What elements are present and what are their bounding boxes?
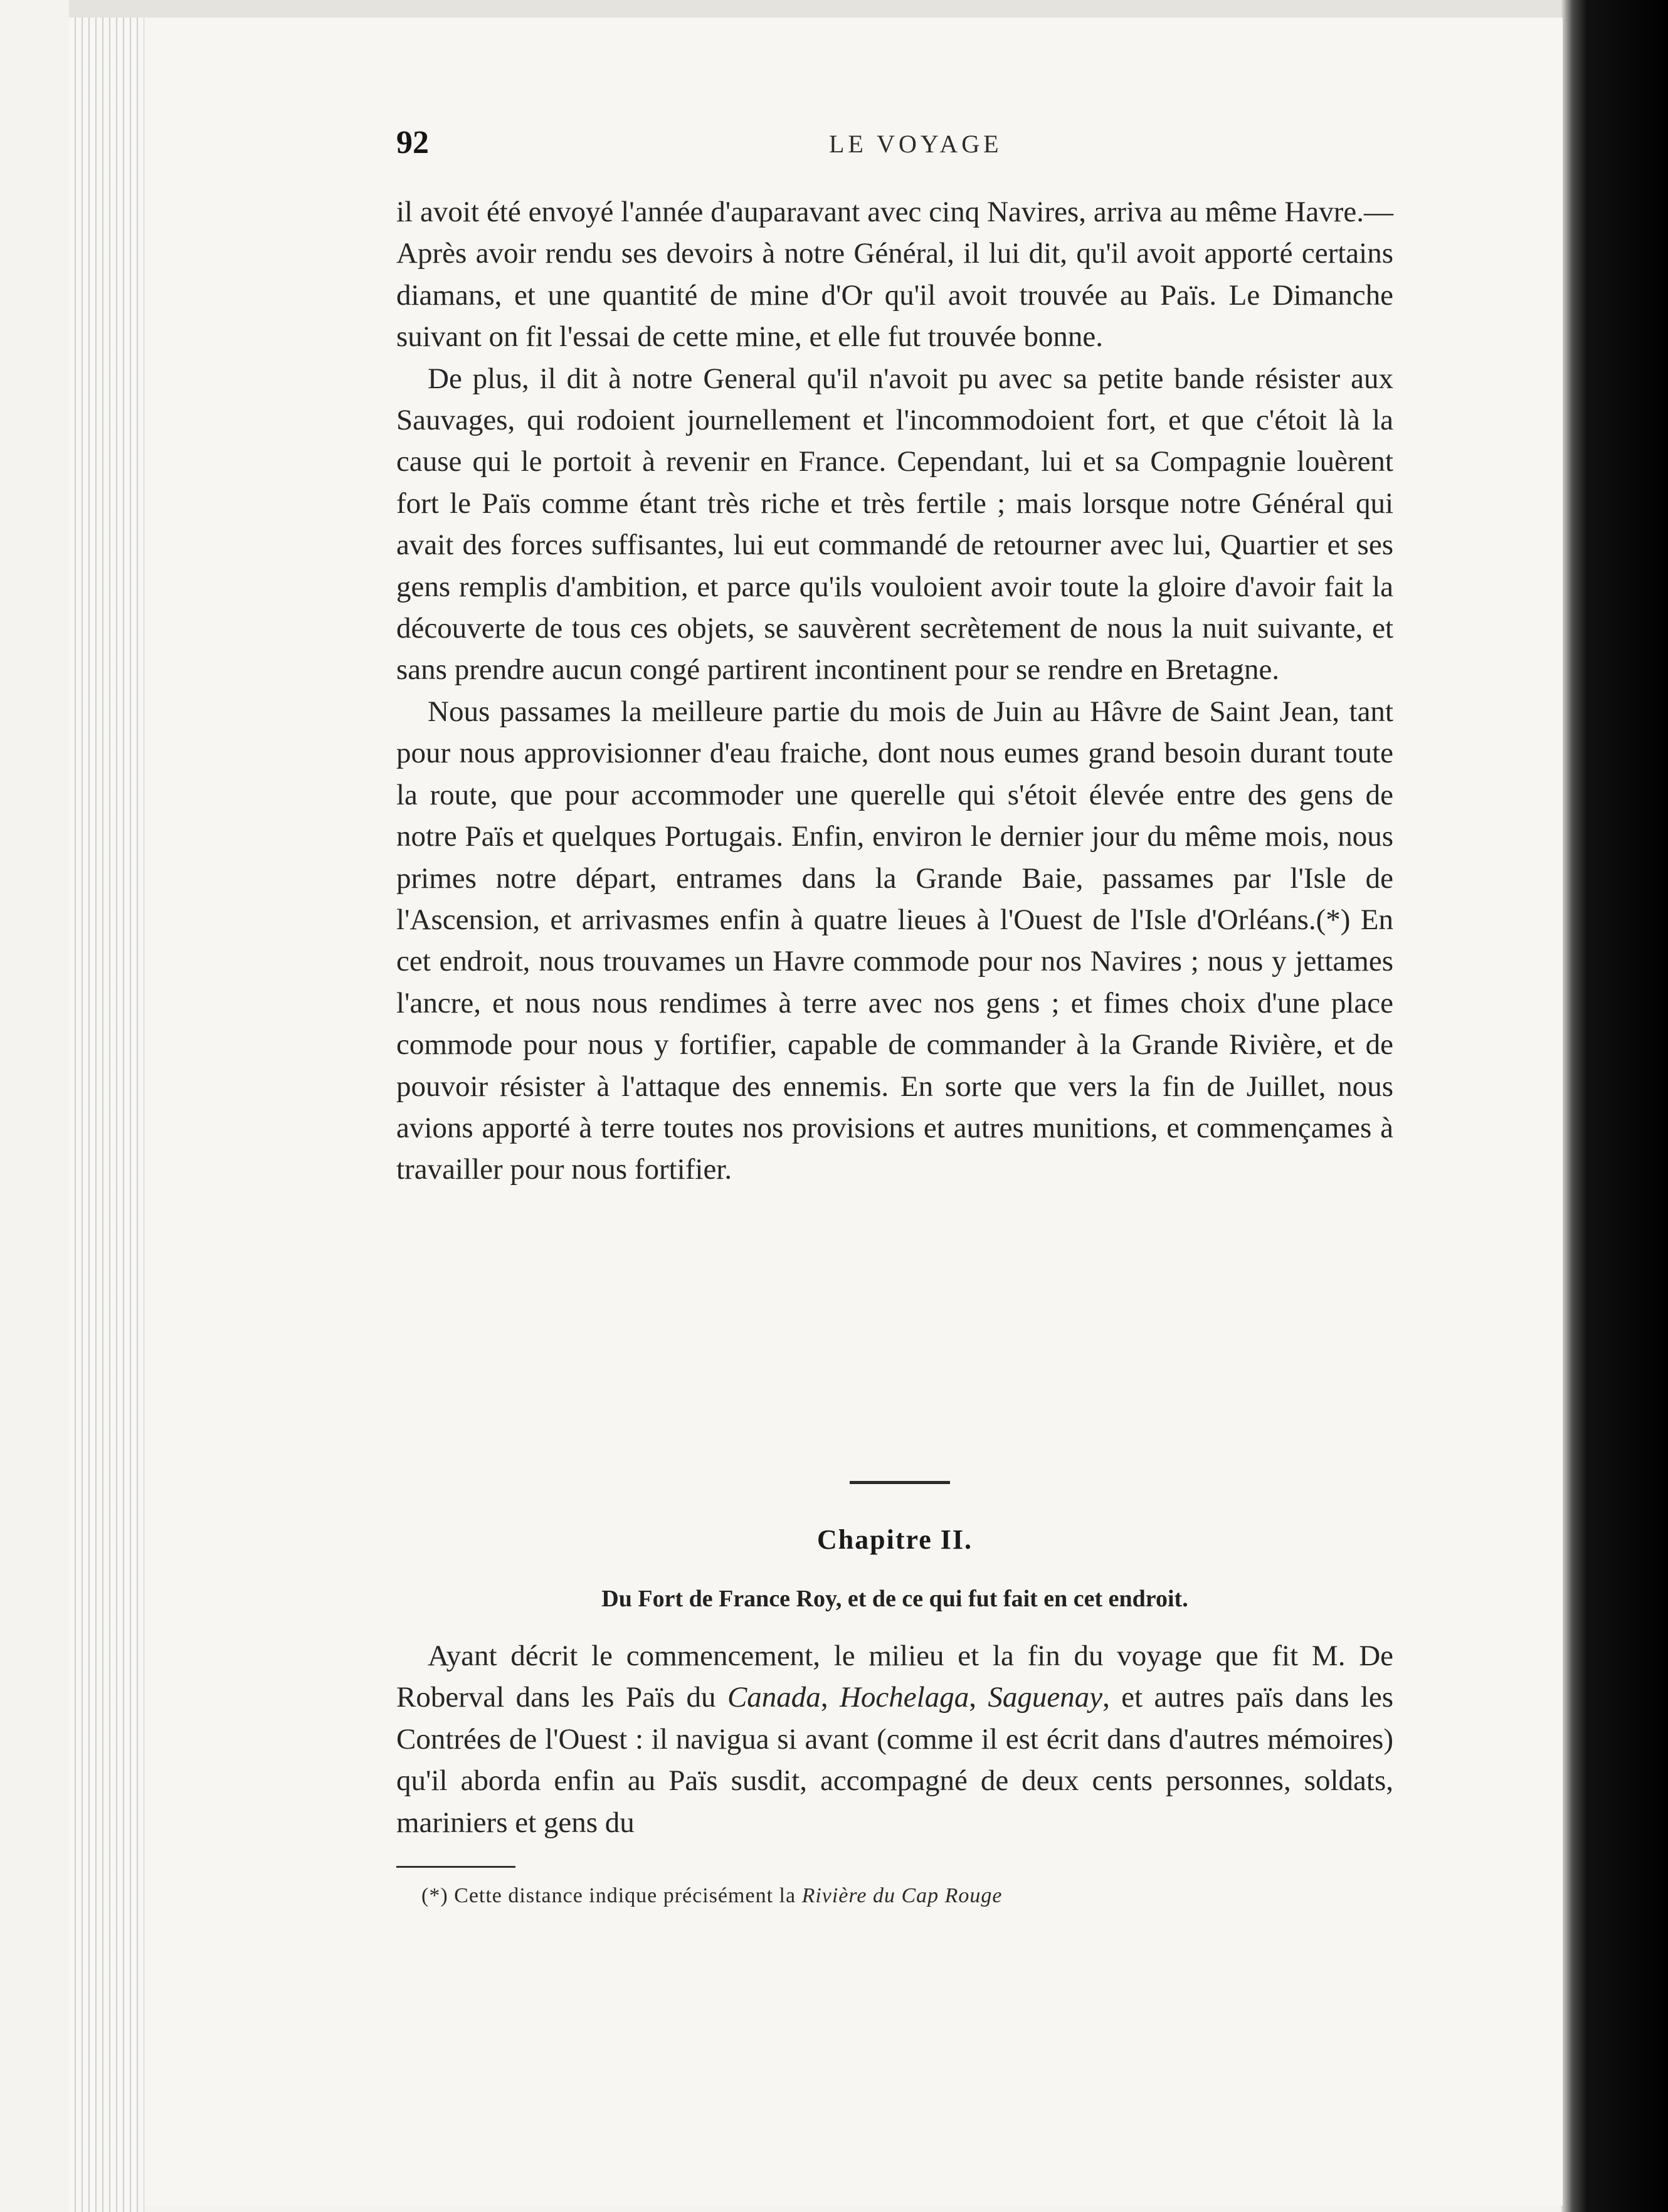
- chapter-paragraph: [396, 1635, 1393, 1843]
- paragraph-1: il avoit été envoyé l'année d'auparavant avec cinq Navires, arriva au même Havre.—Après avoir rendu ses devoirs à notre Général, il lui dit, qu'il avoit apporté certains diamans, et une quantité de mine d'Or qu'il avoit trouvée au Païs. Le Dimanche suivant on fit l'essai de cette mine, et elle fut trouvée bonne.: [396, 196, 1393, 354]
- separator: ,: [969, 1681, 988, 1714]
- page-number: 92: [396, 125, 429, 161]
- chapter-text: [396, 1635, 1393, 1843]
- paragraph-3: Nous passames la meilleure partie du mois de Juin au Hâvre de Saint Jean, tant pour nous approvisionner d'eau fraiche, dont nous eumes grand besoin durant toute la route, que pour accommoder une querelle qui s'étoit élevée entre des gens de notre Païs et quelques Portugais. Enfin, environ le dernier jour du même mois, nous primes notre départ, entrames dans la Grande Baie, passames par l'Isle de l'Ascension, et arrivasmes enfin à quatre lieues à l'Ouest de l'Isle d'Orléans.(*) En cet endroit, nous trouvames un Havre commode pour nos Navires ; nous y jettames l'ancre, et nous nous rendimes à terre avec nos gens ; et fimes choix d'une place commode pour nous y fortifier, capable de commander à la Grande Rivière, et de pouvoir résister à l'attaque des ennemis. En sorte que vers la fin de Juillet, nous avions apporté à terre toutes nos provisions et autres munitions, et commençames à travailler pour nous fortifier.: [396, 695, 1393, 1186]
- footnote-place: Rivière du Cap Rouge: [801, 1884, 1003, 1907]
- footnote-text: (*) Cette distance indique précisément la: [421, 1884, 802, 1907]
- place-saguenay: Saguenay: [988, 1681, 1103, 1714]
- page-header: [396, 124, 1393, 162]
- chapter-text-start: Ayant décrit le commencement, le milieu et la fin du voyage que fit M. De Roberval dans les Païs du: [396, 1640, 1393, 1714]
- body-text: [396, 191, 1393, 1191]
- separator: ,: [820, 1681, 840, 1714]
- footnote: [421, 1884, 1393, 1908]
- chapter-heading: Chapitre II.: [816, 1524, 973, 1555]
- footnote-rule: [396, 1866, 515, 1868]
- chapter-text-rest: , et autres païs dans les Contrées de l'Ouest : il navigua si avant (comme il est écrit dans d'autres mémoires) qu'il aborda enfin au Païs susdit, accompagné de deux cents personnes, soldats, mariniers et gens du: [396, 1681, 1394, 1839]
- running-head: LE VOYAGE: [829, 130, 1003, 158]
- section-divider: [850, 1481, 950, 1484]
- stacked-page-edges: [69, 0, 144, 2212]
- place-hochelaga: Hochelaga: [839, 1681, 969, 1714]
- chapter-subtitle: Du Fort de France Roy, et de ce qui fut fait en cet endroit.: [601, 1586, 1188, 1612]
- book-spine-shadow: [1561, 0, 1668, 2212]
- paragraph-2: De plus, il dit à notre General qu'il n'avoit pu avec sa petite bande résister aux Sauvages, qui rodoient journellement et l'incommodoient fort, et que c'étoit là la cause qui le portoit à revenir en France. Cependant, lui et sa Compagnie louèrent fort le Païs comme étant très riche et très fertile ; mais lorsque notre Général qui avait des forces suffisantes, lui eut commandé de retourner avec lui, Quartier et ses gens remplis d'ambition, et parce qu'ils vouloient avoir toute la gloire d'avoir fait la découverte de tous ces objets, se sauvèrent secrètement de nous la nuit suivante, et sans prendre aucun congé partirent incontinent pour se rendre en Bretagne.: [396, 362, 1393, 687]
- top-page-edge: [69, 0, 1561, 18]
- place-canada: Canada: [727, 1681, 821, 1714]
